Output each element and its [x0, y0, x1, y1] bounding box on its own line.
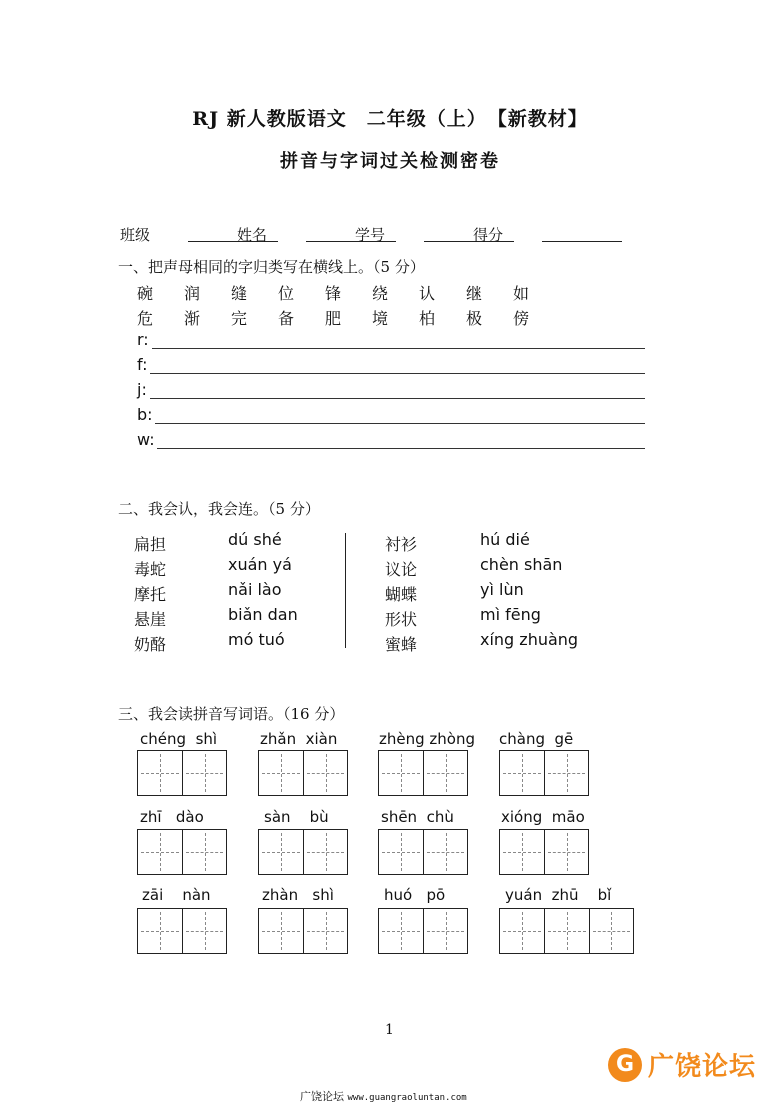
- tianzige-box[interactable]: [258, 750, 348, 796]
- char: 如: [513, 284, 530, 303]
- section1-char-row1: [137, 281, 557, 303]
- pinyin-word: zhàn shì: [262, 886, 334, 904]
- answer-line-j[interactable]: [150, 398, 645, 399]
- tianzige-box[interactable]: [378, 829, 468, 875]
- tianzige-box[interactable]: [137, 750, 227, 796]
- class-label: 班级: [120, 226, 151, 244]
- pinyin-word: xióng māo: [501, 808, 585, 826]
- char: 绕: [372, 284, 389, 303]
- pinyin-word: huó pō: [384, 886, 446, 904]
- char: 备: [278, 309, 295, 328]
- answer-line-f[interactable]: [150, 373, 645, 374]
- left-pinyin[interactable]: dú shé: [228, 530, 282, 549]
- tianzige-box[interactable]: [258, 829, 348, 875]
- right-pinyin[interactable]: yì lùn: [480, 580, 524, 599]
- char: 认: [419, 284, 436, 303]
- tianzige-box[interactable]: [378, 908, 468, 954]
- tianzige-box[interactable]: [499, 908, 634, 954]
- section3-heading: 三、我会读拼音写词语。（16 分）: [118, 705, 345, 723]
- left-pinyin[interactable]: nǎi lào: [228, 580, 282, 599]
- tianzige-box[interactable]: [258, 908, 348, 954]
- char: 极: [466, 309, 483, 328]
- right-word[interactable]: 蜜蜂: [385, 635, 418, 654]
- tianzige-box[interactable]: [499, 829, 589, 875]
- line-label-w: w:: [137, 430, 155, 449]
- right-pinyin[interactable]: hú dié: [480, 530, 530, 549]
- tianzige-box[interactable]: [137, 829, 227, 875]
- char: 肥: [325, 309, 342, 328]
- pinyin-word: chàng gē: [499, 730, 574, 748]
- id-label: 学号: [355, 226, 386, 244]
- pinyin-word: zhǎn xiàn: [260, 730, 338, 748]
- char: 锋: [325, 284, 342, 303]
- char: 柏: [419, 309, 436, 328]
- char: 渐: [184, 309, 201, 328]
- line-label-r: r:: [137, 330, 149, 349]
- pinyin-word: yuán zhū bǐ: [505, 886, 612, 904]
- tianzige-box[interactable]: [499, 750, 589, 796]
- line-label-f: f:: [137, 355, 148, 374]
- footer-url[interactable]: www.guangraoluntan.com: [347, 1093, 467, 1103]
- char: 完: [231, 309, 248, 328]
- score-label: 得分: [473, 226, 504, 244]
- page-number: 1: [385, 1022, 394, 1038]
- page-subtitle: 拼音与字词过关检测密卷: [280, 151, 500, 172]
- char: 继: [466, 284, 483, 303]
- char: 位: [278, 284, 295, 303]
- column-divider: [345, 533, 346, 648]
- char: 傍: [513, 309, 530, 328]
- right-word[interactable]: 形状: [385, 610, 418, 629]
- right-word[interactable]: 衬衫: [385, 535, 418, 554]
- pinyin-word: zhī dào: [140, 808, 204, 826]
- right-pinyin[interactable]: chèn shān: [480, 555, 563, 574]
- left-word[interactable]: 摩托: [134, 585, 167, 604]
- tianzige-box[interactable]: [137, 908, 227, 954]
- char: 碗: [137, 284, 154, 303]
- logo-text: 广饶论坛: [648, 1052, 757, 1082]
- left-word[interactable]: 奶酪: [134, 635, 167, 654]
- site-logo: [608, 1042, 773, 1087]
- section1-heading: 一、把声母相同的字归类写在横线上。（5 分）: [118, 258, 425, 276]
- right-word[interactable]: 蝴蝶: [385, 585, 418, 604]
- pinyin-word: shēn chù: [381, 808, 454, 826]
- left-pinyin[interactable]: biǎn dan: [228, 605, 298, 624]
- student-info-row: [120, 224, 640, 246]
- left-word[interactable]: 扁担: [134, 535, 167, 554]
- footer-site-name: 广饶论坛: [300, 1090, 344, 1103]
- tianzige-box[interactable]: [378, 750, 468, 796]
- char: 危: [137, 309, 154, 328]
- left-word[interactable]: 悬崖: [134, 610, 167, 629]
- right-pinyin[interactable]: xíng zhuàng: [480, 630, 579, 649]
- char: 境: [372, 309, 389, 328]
- name-label: 姓名: [237, 226, 268, 244]
- char: 缝: [231, 284, 248, 303]
- line-label-j: j:: [137, 380, 147, 399]
- answer-line-w[interactable]: [157, 448, 645, 449]
- logo-mark-icon: G: [608, 1048, 642, 1082]
- answer-line-r[interactable]: [152, 348, 645, 349]
- left-pinyin[interactable]: xuán yá: [228, 555, 292, 574]
- page-title: RJ 新人教版语文 二年级（上） 【新教材】: [192, 108, 588, 130]
- left-pinyin[interactable]: mó tuó: [228, 630, 285, 649]
- score-field[interactable]: [542, 241, 622, 242]
- section1-char-row2: [137, 306, 557, 328]
- pinyin-word: sàn bù: [264, 808, 329, 826]
- pinyin-word: zāi nàn: [142, 886, 211, 904]
- pinyin-word: zhèng zhòng: [379, 730, 476, 748]
- right-pinyin[interactable]: mì fēng: [480, 605, 541, 624]
- answer-line-b[interactable]: [155, 423, 645, 424]
- right-word[interactable]: 议论: [385, 560, 418, 579]
- char: 润: [184, 284, 201, 303]
- left-word[interactable]: 毒蛇: [134, 560, 167, 579]
- footer: [300, 1088, 467, 1104]
- pinyin-word: chéng shì: [140, 730, 218, 748]
- section2-heading: 二、我会认，我会连。（5 分）: [118, 500, 320, 518]
- line-label-b: b:: [137, 405, 153, 424]
